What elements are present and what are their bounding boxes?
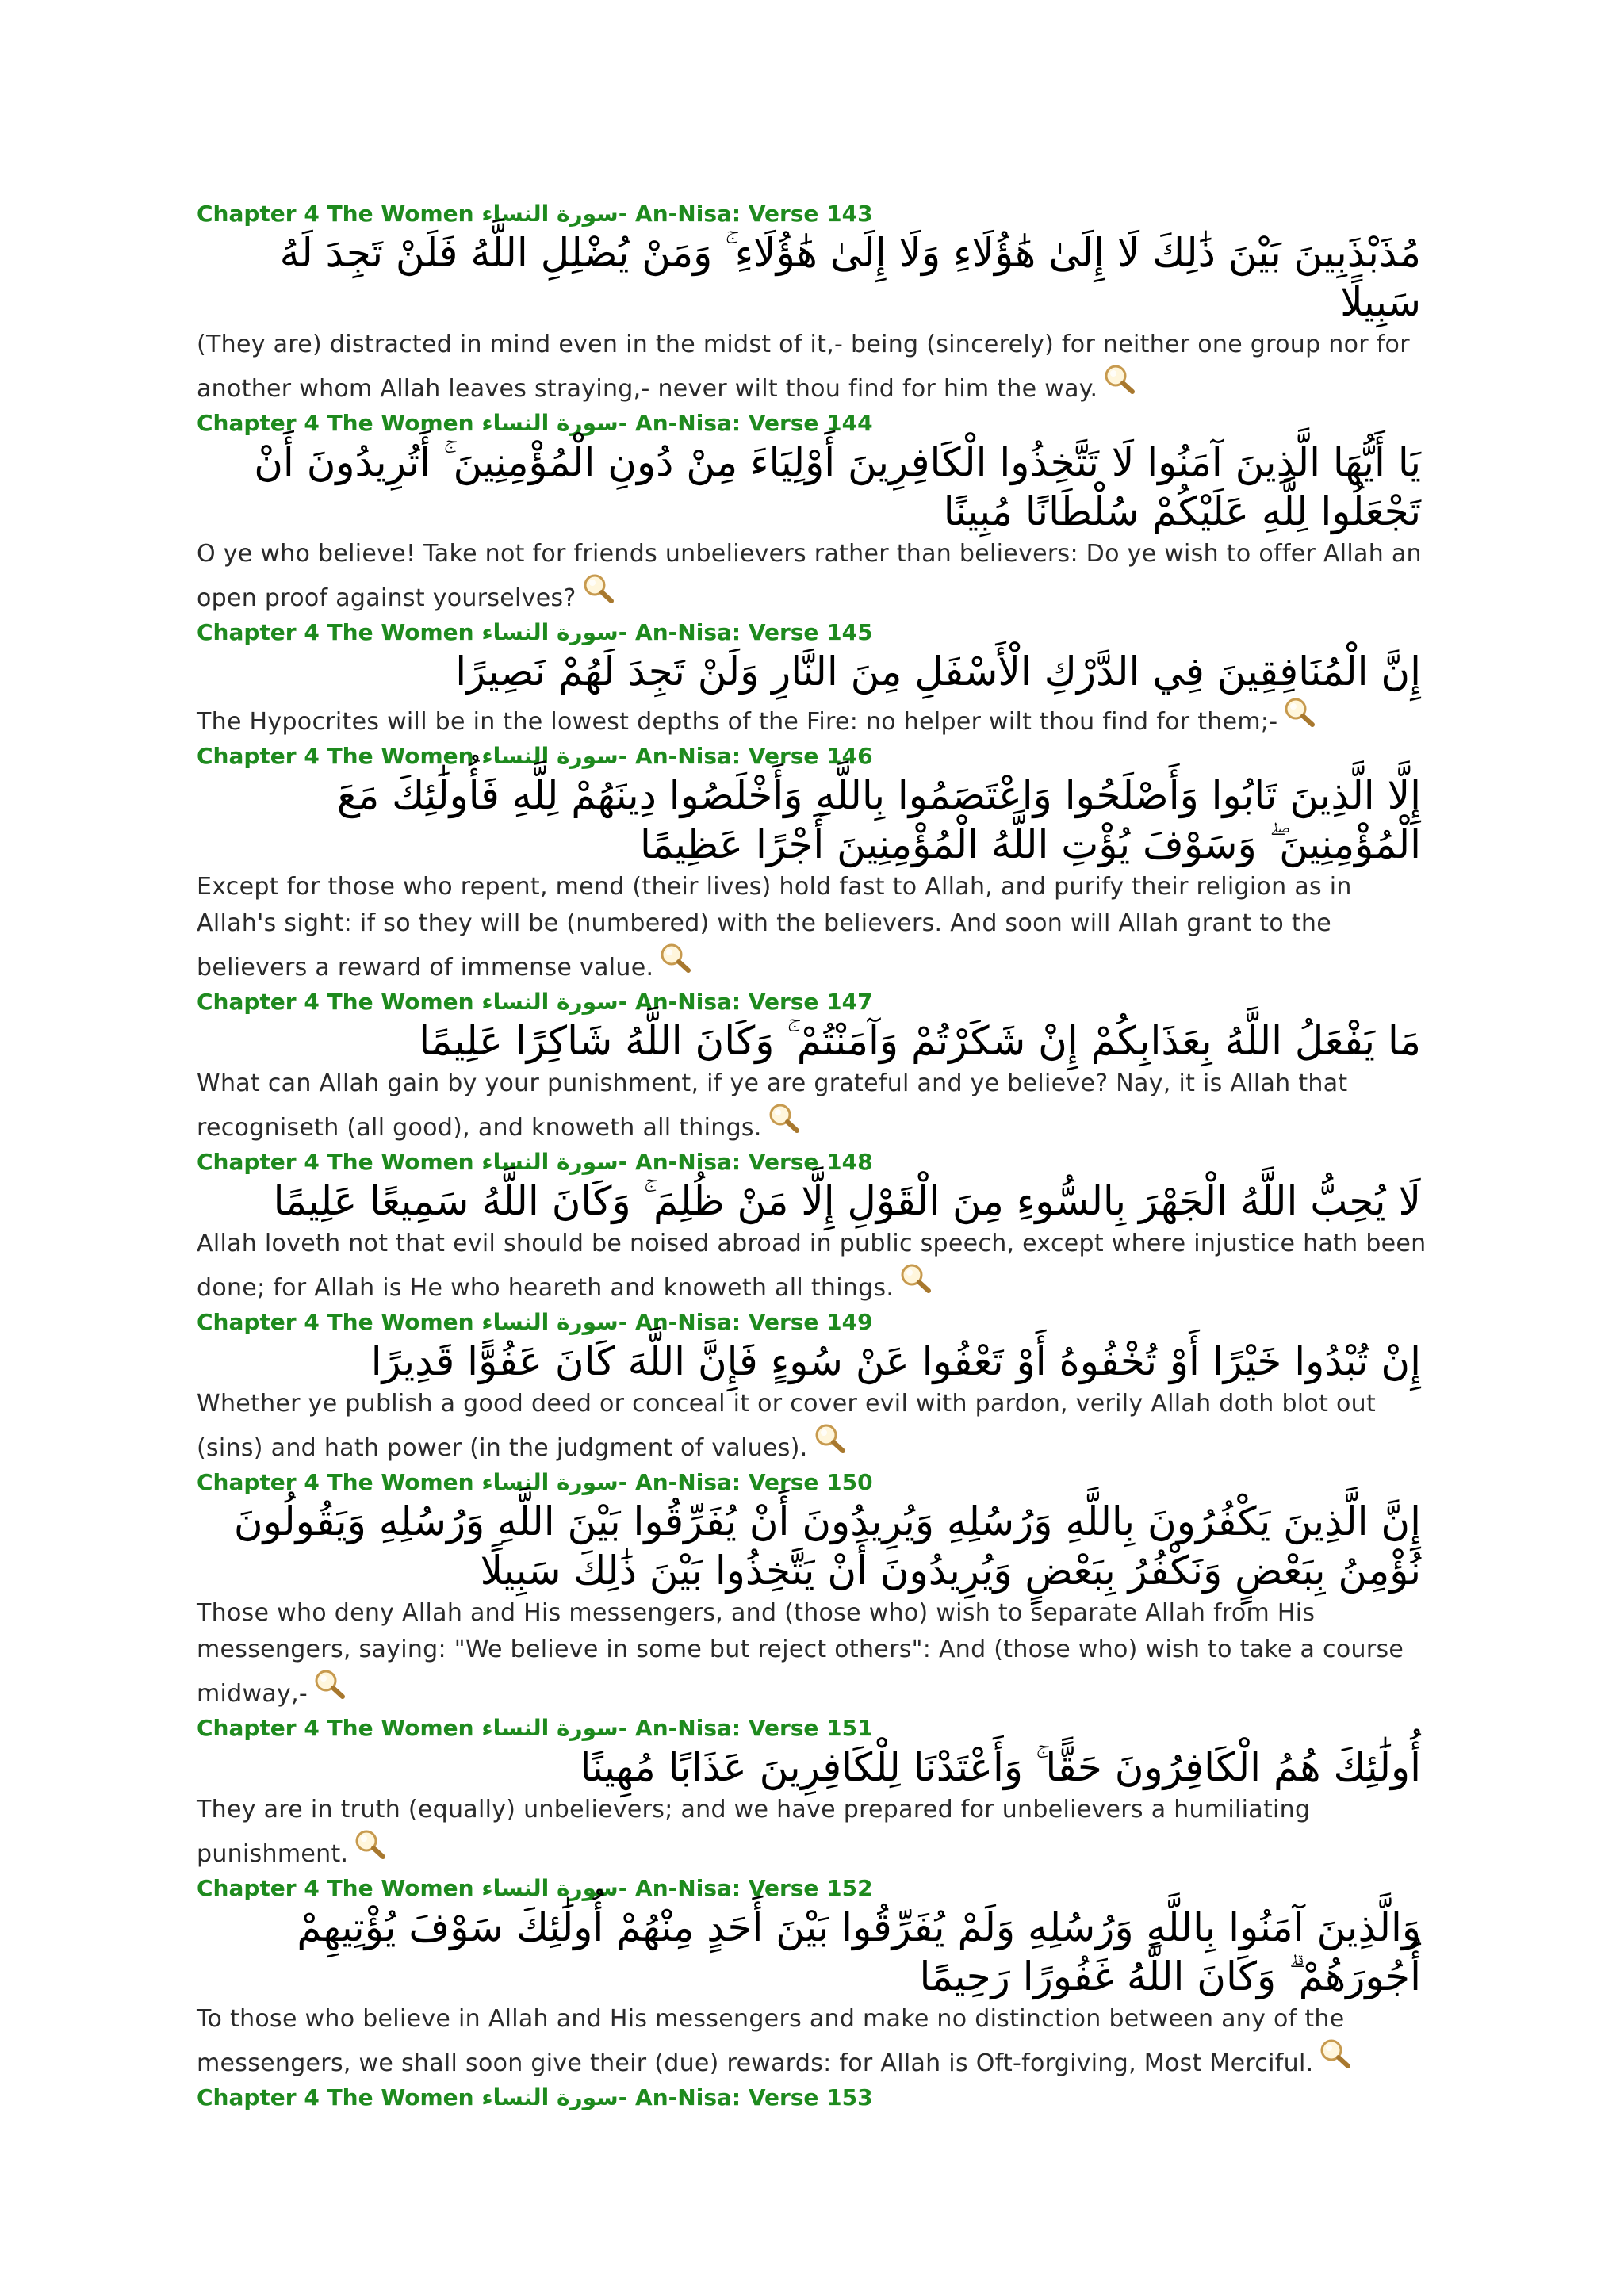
verse-block xyxy=(197,988,1434,1146)
verse-block xyxy=(197,200,1434,408)
translation-text: Those who deny Allah and His messengers, and (those who) wish to separate Allah from His messengers, saying: "We believe in some but reject others": And (those who) wish to take a course midway,- xyxy=(197,1599,1404,1708)
verse-heading[interactable] xyxy=(197,1468,1434,1497)
english-translation xyxy=(197,2001,1434,2082)
verse-heading[interactable] xyxy=(197,409,1434,438)
verse-heading[interactable] xyxy=(197,1148,1434,1177)
chapter-title: Chapter 4 The Women xyxy=(197,1715,474,1741)
magnifier-icon[interactable] xyxy=(658,942,693,974)
chapter-title: Chapter 4 The Women xyxy=(197,2084,474,2110)
verse-reference: - An-Nisa: Verse 146 xyxy=(618,743,873,769)
verse-block xyxy=(197,1308,1434,1467)
surah-arabic-name: سورة النساء xyxy=(481,1309,619,1335)
english-translation xyxy=(197,869,1434,986)
arabic-verse-text: مُذَبْذَبِينَ بَيْنَ ذَٰلِكَ لَا إِلَىٰ هَٰؤُلَاءِ وَلَا إِلَىٰ هَٰؤُلَاءِ ۚ وَمَنْ يُضْلِلِ اللَّهُ فَلَنْ تَجِدَ لَهُ سَبِيلًا xyxy=(279,230,1421,325)
translation-text: Except for those who repent, mend (their lives) hold fast to Allah, and purify their religion as in Allah's sight: if so they will be (numbered) with the believers. And soon will Allah grant to the believers a reward of immense value. xyxy=(197,873,1352,982)
verse-reference: - An-Nisa: Verse 143 xyxy=(618,201,873,227)
verse-reference: - An-Nisa: Verse 150 xyxy=(618,1469,873,1495)
verse-reference: - An-Nisa: Verse 152 xyxy=(618,1875,873,1901)
verse-heading[interactable] xyxy=(197,1308,1434,1337)
arabic-verse-text: وَالَّذِينَ آمَنُوا بِاللَّهِ وَرُسُلِهِ وَلَمْ يُفَرِّقُوا بَيْنَ أَحَدٍ مِنْهُمْ أُولَٰئِكَ سَوْفَ يُؤْتِيهِمْ أُجُورَهُمْ ۗ وَكَانَ اللَّهُ غَفُورًا رَحِيمًا xyxy=(297,1904,1421,1999)
english-translation xyxy=(197,696,1434,740)
surah-arabic-name: سورة النساء xyxy=(481,2084,619,2110)
arabic-verse-text: أُولَٰئِكَ هُمُ الْكَافِرُونَ حَقًّا ۚ وَأَعْتَدْنَا لِلْكَافِرِينَ عَذَابًا مُهِينًا xyxy=(580,1744,1421,1790)
magnifier-icon[interactable] xyxy=(898,1262,933,1294)
arabic-verse-text: لَا يُحِبُّ اللَّهُ الْجَهْرَ بِالسُّوءِ مِنَ الْقَوْلِ إِلَّا مَنْ ظُلِمَ ۚ وَكَانَ اللَّهُ سَمِيعًا عَلِيمًا xyxy=(273,1178,1421,1224)
magnifier-icon[interactable] xyxy=(1102,363,1137,395)
translation-text: What can Allah gain by your punishment, if ye are grateful and ye believe? Nay, it is Allah that recogniseth (all good), and knoweth all things. xyxy=(197,1070,1348,1142)
magnifier-icon[interactable] xyxy=(1282,696,1317,728)
surah-arabic-name: سورة النساء xyxy=(481,201,619,227)
verse-reference: - An-Nisa: Verse 148 xyxy=(618,1149,873,1175)
chapter-title: Chapter 4 The Women xyxy=(197,989,474,1015)
chapter-title: Chapter 4 The Women xyxy=(197,1309,474,1335)
chapter-title: Chapter 4 The Women xyxy=(197,1149,474,1175)
translation-text: They are in truth (equally) unbelievers; and we have prepared for unbelievers a humiliating punishment. xyxy=(197,1796,1311,1868)
chapter-title: Chapter 4 The Women xyxy=(197,619,474,645)
magnifier-icon[interactable] xyxy=(1318,2038,1353,2069)
magnifier-icon[interactable] xyxy=(312,1668,347,1700)
surah-arabic-name: سورة النساء xyxy=(481,989,619,1015)
verse-heading[interactable] xyxy=(197,1874,1434,1903)
verse-heading[interactable] xyxy=(197,2084,1434,2112)
surah-arabic-name: سورة النساء xyxy=(481,1875,619,1901)
verse-heading[interactable] xyxy=(197,988,1434,1016)
translation-text: O ye who believe! Take not for friends unbelievers rather than believers: Do ye wish to offer Allah an open proof against yourselves? xyxy=(197,540,1422,612)
verse-block xyxy=(197,618,1434,740)
chapter-title: Chapter 4 The Women xyxy=(197,743,474,769)
chapter-title: Chapter 4 The Women xyxy=(197,201,474,227)
translation-text: Whether ye publish a good deed or conceal it or cover evil with pardon, verily Allah doth blot out (sins) and hath power (in the judgment of values). xyxy=(197,1390,1377,1462)
magnifier-icon[interactable] xyxy=(813,1422,848,1454)
verse-block xyxy=(197,409,1434,617)
verse-reference: - An-Nisa: Verse 149 xyxy=(618,1309,873,1335)
surah-arabic-name: سورة النساء xyxy=(481,743,619,769)
verse-reference: - An-Nisa: Verse 145 xyxy=(618,619,873,645)
verse-list xyxy=(197,200,1434,2112)
chapter-title: Chapter 4 The Women xyxy=(197,1469,474,1495)
arabic-verse-text: إِنَّ الْمُنَافِقِينَ فِي الدَّرْكِ الْأَسْفَلِ مِنَ النَّارِ وَلَنْ تَجِدَ لَهُمْ نَصِيرًا xyxy=(455,649,1421,695)
magnifier-icon[interactable] xyxy=(353,1828,388,1860)
verse-block xyxy=(197,742,1434,986)
arabic-verse-text: إِنَّ الَّذِينَ يَكْفُرُونَ بِاللَّهِ وَرُسُلِهِ وَيُرِيدُونَ أَنْ يُفَرِّقُوا بَيْنَ اللَّهِ وَرُسُلِهِ وَيَقُولُونَ نُؤْمِنُ بِبَعْضٍ وَنَكْفُرُ بِبَعْضٍ وَيُرِيدُونَ أَنْ يَتَّخِذُوا بَيْنَ ذَٰلِكَ سَبِيلًا xyxy=(233,1498,1421,1594)
verse-block xyxy=(197,1468,1434,1712)
verse-reference: - An-Nisa: Verse 153 xyxy=(618,2084,873,2110)
verse-reference: - An-Nisa: Verse 151 xyxy=(618,1715,873,1741)
arabic-verse-text: إِلَّا الَّذِينَ تَابُوا وَأَصْلَحُوا وَاعْتَصَمُوا بِاللَّهِ وَأَخْلَصُوا دِينَهُمْ لِلَّهِ فَأُولَٰئِكَ مَعَ الْمُؤْمِنِينَ ۖ وَسَوْفَ يُؤْتِ اللَّهُ الْمُؤْمِنِينَ أَجْرًا عَظِيمًا xyxy=(336,772,1421,867)
verse-block xyxy=(197,1714,1434,1873)
translation-text: The Hypocrites will be in the lowest depths of the Fire: no helper wilt thou find for them;- xyxy=(197,708,1278,736)
verse-block xyxy=(197,1874,1434,2082)
verse-block xyxy=(197,1148,1434,1307)
arabic-verse-text: مَا يَفْعَلُ اللَّهُ بِعَذَابِكُمْ إِنْ شَكَرْتُمْ وَآمَنْتُمْ ۚ وَكَانَ اللَّهُ شَاكِرًا عَلِيمًا xyxy=(419,1018,1421,1064)
chapter-title: Chapter 4 The Women xyxy=(197,1875,474,1901)
translation-text: (They are) distracted in mind even in the midst of it,- being (sincerely) for neither one group nor for another whom Allah leaves straying,- never wilt thou find for him the way. xyxy=(197,331,1410,403)
magnifier-icon[interactable] xyxy=(581,572,616,604)
verse-reference: - An-Nisa: Verse 144 xyxy=(618,410,873,436)
verse-heading[interactable] xyxy=(197,742,1434,771)
translation-text: To those who believe in Allah and His messengers and make no distinction between any of the messengers, we shall soon give their (due) rewards: for Allah is Oft-forgiving, Most Merciful. xyxy=(197,2005,1345,2077)
english-translation xyxy=(197,1386,1434,1467)
magnifier-icon[interactable] xyxy=(767,1102,802,1134)
surah-arabic-name: سورة النساء xyxy=(481,1715,619,1741)
surah-arabic-name: سورة النساء xyxy=(481,1149,619,1175)
surah-arabic-name: سورة النساء xyxy=(481,1469,619,1495)
verse-heading[interactable] xyxy=(197,1714,1434,1743)
arabic-verse-text: يَا أَيُّهَا الَّذِينَ آمَنُوا لَا تَتَّخِذُوا الْكَافِرِينَ أَوْلِيَاءَ مِنْ دُونِ الْمُؤْمِنِينَ ۚ أَتُرِيدُونَ أَنْ تَجْعَلُوا لِلَّهِ عَلَيْكُمْ سُلْطَانًا مُبِينًا xyxy=(254,439,1421,534)
chapter-title: Chapter 4 The Women xyxy=(197,410,474,436)
english-translation xyxy=(197,1226,1434,1307)
surah-arabic-name: سورة النساء xyxy=(481,619,619,645)
surah-arabic-name: سورة النساء xyxy=(481,410,619,436)
english-translation xyxy=(197,1792,1434,1873)
english-translation xyxy=(197,327,1434,408)
english-translation xyxy=(197,536,1434,617)
verse-block xyxy=(197,2084,1434,2112)
english-translation xyxy=(197,1066,1434,1146)
verse-heading[interactable] xyxy=(197,200,1434,228)
verse-heading[interactable] xyxy=(197,618,1434,647)
verse-reference: - An-Nisa: Verse 147 xyxy=(618,989,873,1015)
english-translation xyxy=(197,1595,1434,1712)
translation-text: Allah loveth not that evil should be noised abroad in public speech, except where injustice hath been done; for Allah is He who heareth and knoweth all things. xyxy=(197,1230,1427,1302)
arabic-verse-text: إِنْ تُبْدُوا خَيْرًا أَوْ تُخْفُوهُ أَوْ تَعْفُوا عَنْ سُوءٍ فَإِنَّ اللَّهَ كَانَ عَفُوًّا قَدِيرًا xyxy=(370,1338,1421,1384)
